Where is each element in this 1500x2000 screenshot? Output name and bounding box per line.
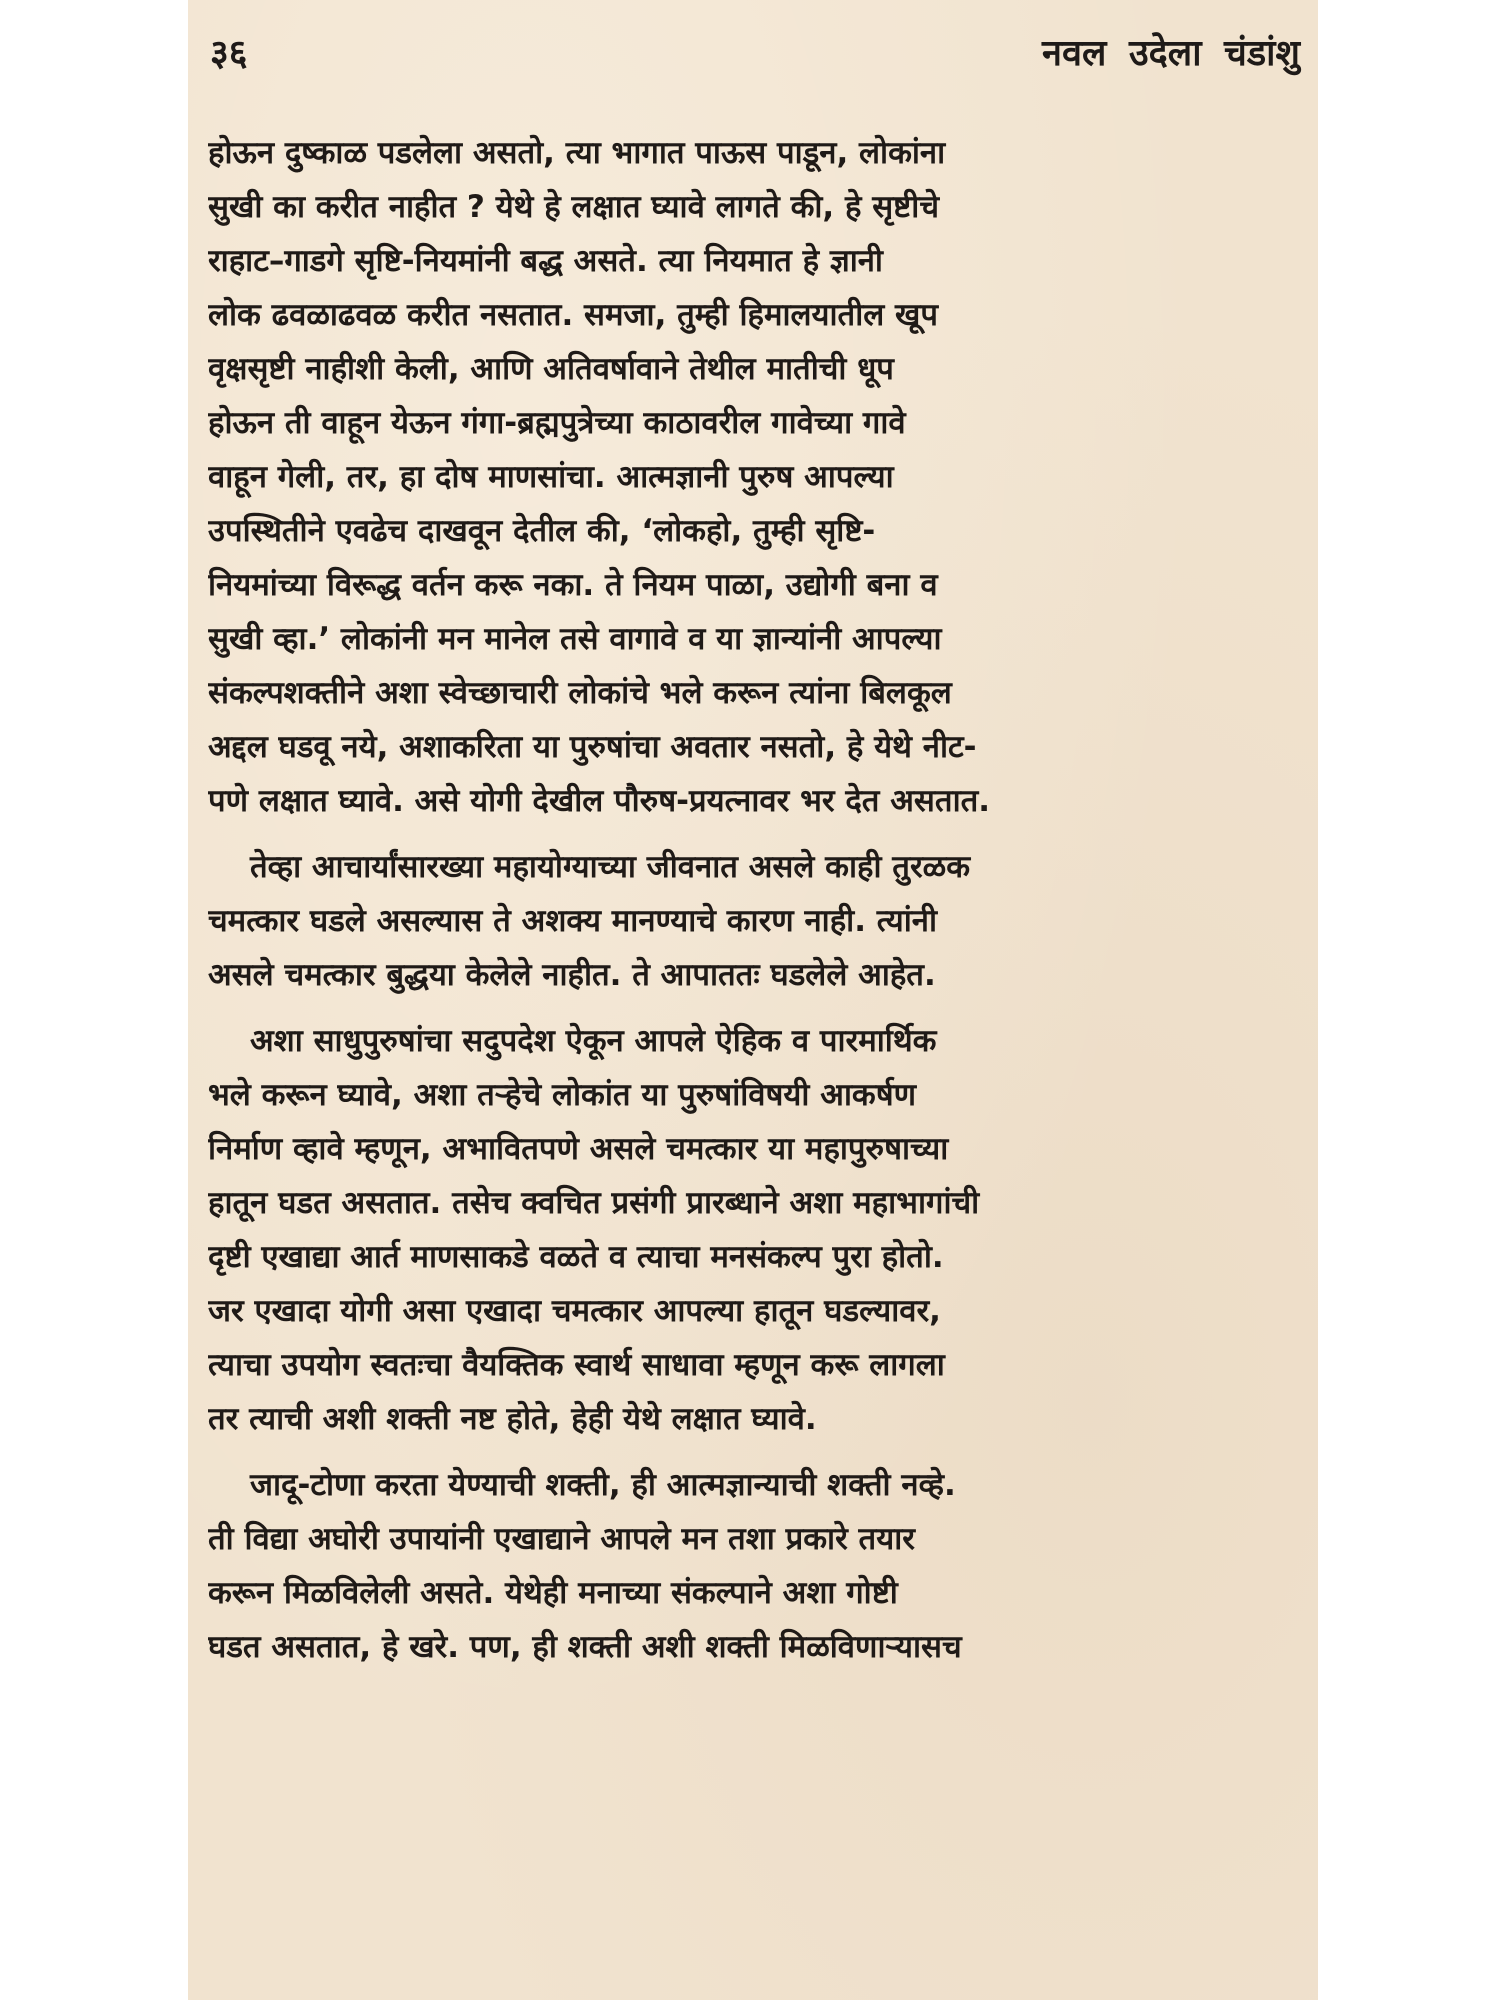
text-line: होऊन दुष्काळ पडलेला असतो, त्या भागात पाऊस पाडून, लोकांना xyxy=(208,135,946,171)
page-number: ३६ xyxy=(210,33,248,74)
text-line: ती विद्या अघोरी उपायांनी एखाद्याने आपले मन तशा प्रकारे तयार xyxy=(208,1521,915,1557)
paragraph xyxy=(208,1458,1298,1674)
book-page xyxy=(188,0,1318,2000)
text-line: घडत असतात, हे खरे. पण, ही शक्ती अशी शक्ती मिळविणाऱ्यासच xyxy=(208,1629,962,1665)
page-header xyxy=(210,28,1300,80)
text-line: तेव्हा आचार्यांसारख्या महायोग्याच्या जीवनात असले काही तुरळक xyxy=(250,849,970,885)
text-line: सुखी का करीत नाहीत ? येथे हे लक्षात घ्यावे लागते की, हे सृष्टीचे xyxy=(208,189,939,225)
paragraph xyxy=(208,126,1298,828)
text-line: असले चमत्कार बुद्धया केलेले नाहीत. ते आपाततः घडलेले आहेत. xyxy=(208,957,936,993)
text-line: करून मिळविलेली असते. येथेही मनाच्या संकल्पाने अशा गोष्टी xyxy=(208,1575,898,1611)
text-line: भले करून घ्यावे, अशा तऱ्हेचे लोकांत या पुरुषांविषयी आकर्षण xyxy=(208,1077,917,1113)
text-line: नियमांच्या विरूद्ध वर्तन करू नका. ते नियम पाळा, उद्योगी बना व xyxy=(208,567,938,603)
text-line: वृक्षसृष्टी नाहीशी केली, आणि अतिवर्षावाने तेथील मातीची धूप xyxy=(208,351,894,387)
paragraph xyxy=(208,840,1298,1002)
text-line: राहाट–गाडगे सृष्टि-नियमांनी बद्ध असते. त्या नियमात हे ज्ञानी xyxy=(208,243,883,279)
text-line: अशा साधुपुरुषांचा सदुपदेश ऐकून आपले ऐहिक व पारमार्थिक xyxy=(250,1023,937,1059)
text-line: अद्दल घडवू नये, अशाकरिता या पुरुषांचा अवतार नसतो, हे येथे नीट- xyxy=(208,729,977,765)
body-text xyxy=(208,126,1298,1674)
running-title: नवल उदेला चंडांशु xyxy=(1042,33,1300,74)
text-line: होऊन ती वाहून येऊन गंगा-ब्रह्मपुत्रेच्या काठावरील गावेच्या गावे xyxy=(208,405,906,441)
text-line: जादू-टोणा करता येण्याची शक्ती, ही आत्मज्ञान्याची शक्ती नव्हे. xyxy=(250,1467,956,1503)
text-line: त्याचा उपयोग स्वतःचा वैयक्तिक स्वार्थ साधावा म्हणून करू लागला xyxy=(208,1347,945,1383)
text-line: निर्माण व्हावे म्हणून, अभावितपणे असले चमत्कार या महापुरुषाच्या xyxy=(208,1131,949,1167)
text-line: लोक ढवळाढवळ करीत नसतात. समजा, तुम्ही हिमालयातील खूप xyxy=(208,297,939,333)
text-line: तर त्याची अशी शक्ती नष्ट होते, हेही येथे लक्षात घ्यावे. xyxy=(208,1401,817,1437)
text-line: वाहून गेली, तर, हा दोष माणसांचा. आत्मज्ञानी पुरुष आपल्या xyxy=(208,459,894,495)
text-line: संकल्पशक्तीने अशा स्वेच्छाचारी लोकांचे भले करून त्यांना बिलकूल xyxy=(208,675,952,711)
text-line: चमत्कार घडले असल्यास ते अशक्य मानण्याचे कारण नाही. त्यांनी xyxy=(208,903,937,939)
text-line: पणे लक्षात घ्यावे. असे योगी देखील पौरुष-प्रयत्नावर भर देत असतात. xyxy=(208,783,991,819)
text-line: सुखी व्हा.’ लोकांनी मन मानेल तसे वागावे व या ज्ञान्यांनी आपल्या xyxy=(208,621,942,657)
text-line: उपस्थितीने एवढेच दाखवून देतील की, ‘लोकहो, तुम्ही सृष्टि- xyxy=(208,513,876,549)
text-line: जर एखादा योगी असा एखादा चमत्कार आपल्या हातून घडल्यावर, xyxy=(208,1293,941,1329)
text-line: हातून घडत असतात. तसेच क्वचित प्रसंगी प्रारब्धाने अशा महाभागांची xyxy=(208,1185,980,1221)
text-line: दृष्टी एखाद्या आर्त माणसाकडे वळते व त्याचा मनसंकल्प पुरा होतो. xyxy=(208,1239,944,1275)
paragraph xyxy=(208,1014,1298,1446)
